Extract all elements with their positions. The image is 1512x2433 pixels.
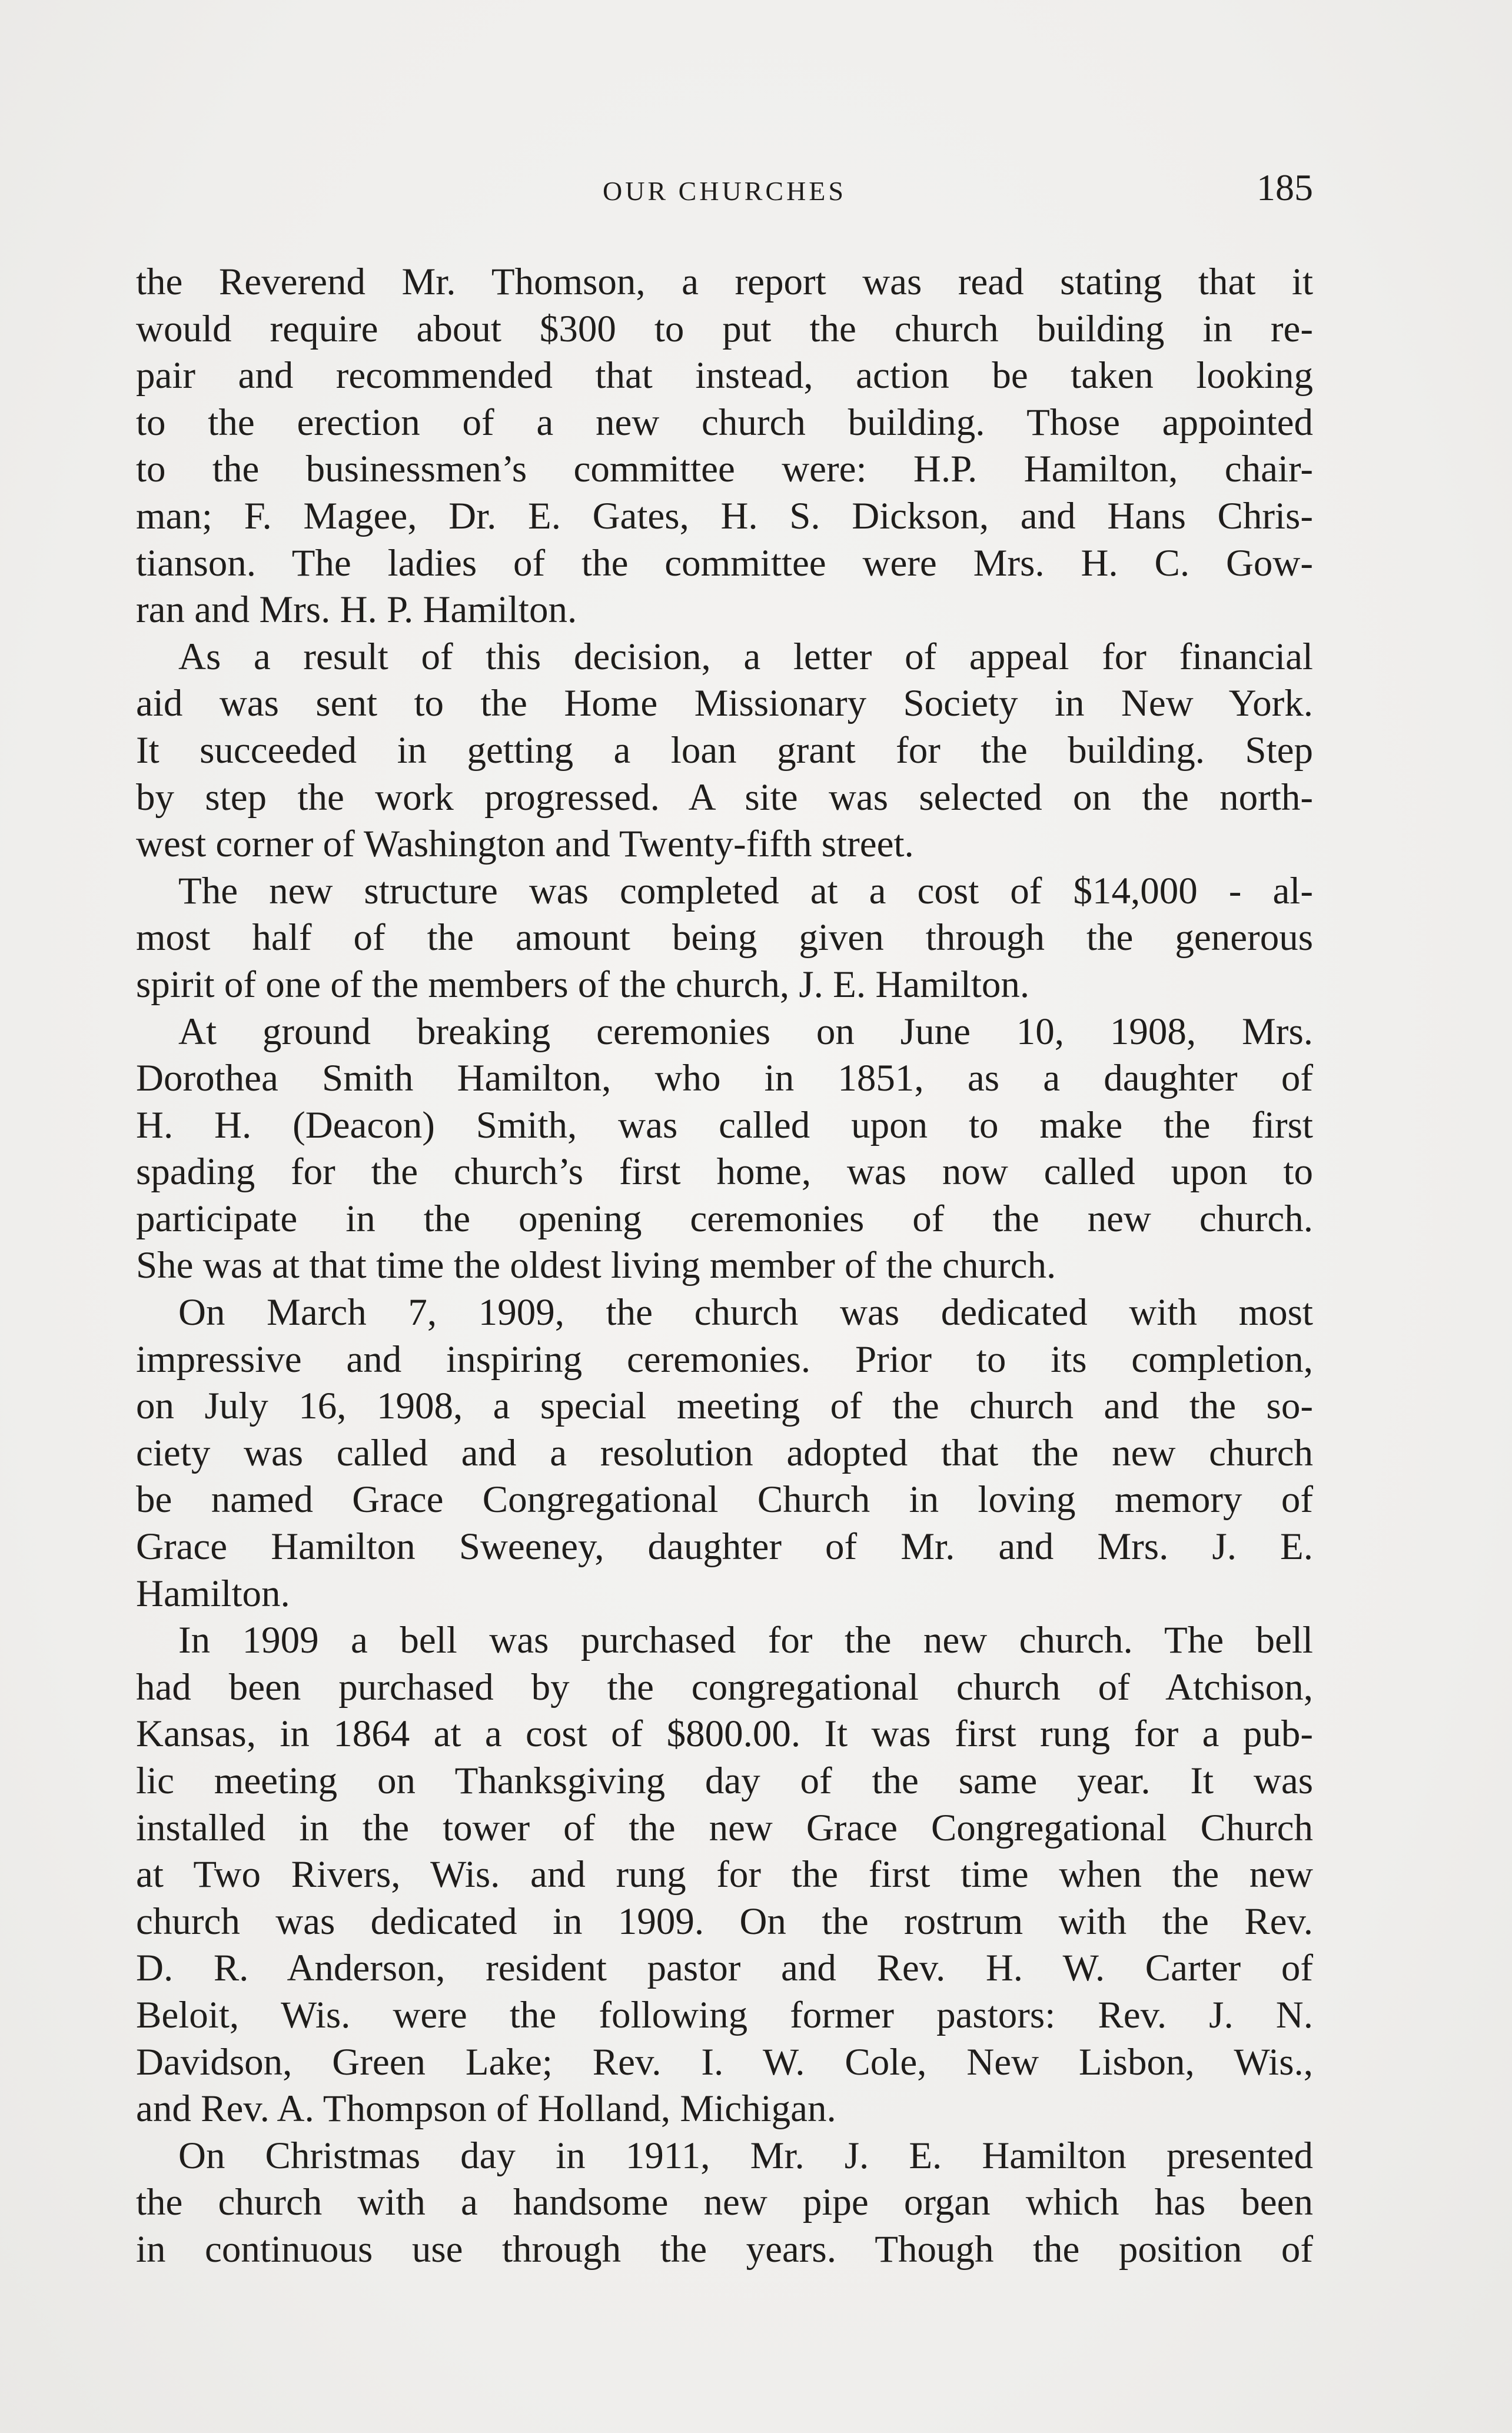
text-line: spirit of one of the members of the church, J. E. Hamilton. xyxy=(136,963,1030,1006)
text-line: church was dedicated in 1909. On the rostrum with the Rev. xyxy=(136,1900,1313,1943)
text-line: Davidson, Green Lake; Rev. I. W. Cole, New Lisbon, Wis., xyxy=(136,2040,1313,2083)
text-line: At ground breaking ceremonies on June 10, 1908, Mrs. xyxy=(178,1010,1313,1053)
text-line: aid was sent to the Home Missionary Society in New York. xyxy=(136,682,1313,725)
paragraph xyxy=(136,1617,1313,2133)
running-head xyxy=(136,167,1313,215)
text-line: most half of the amount being given through the generous xyxy=(136,916,1313,959)
text-line: be named Grace Congregational Church in loving memory of xyxy=(136,1478,1313,1521)
text-line: Hamilton. xyxy=(136,1572,290,1615)
text-line: by step the work progressed. A site was selected on the north- xyxy=(136,776,1313,819)
text-line: to the businessmen’s committee were: H.P. Hamilton, chair- xyxy=(136,448,1313,491)
text-line: Kansas, in 1864 at a cost of $800.00. It was first rung for a pub- xyxy=(136,1713,1313,1756)
text-line: west corner of Washington and Twenty-fifth street. xyxy=(136,823,914,866)
paragraph xyxy=(136,1289,1313,1617)
text-line: As a result of this decision, a letter of appeal for financial xyxy=(178,635,1313,678)
text-line: at Two Rivers, Wis. and rung for the first time when the new xyxy=(136,1853,1313,1896)
text-line: It succeeded in getting a loan grant for the building. Step xyxy=(136,729,1313,772)
text-line: The new structure was completed at a cost of $14,000 - al- xyxy=(178,869,1313,912)
text-line: the Reverend Mr. Thomson, a report was read stating that it xyxy=(136,261,1313,303)
text-line: installed in the tower of the new Grace Congregational Church xyxy=(136,1806,1313,1849)
text-line: Grace Hamilton Sweeney, daughter of Mr. and Mrs. J. E. xyxy=(136,1525,1313,1568)
text-line: would require about $300 to put the church building in re- xyxy=(136,307,1313,350)
text-line: impressive and inspiring ceremonies. Prior to its completion, xyxy=(136,1338,1313,1381)
paragraph xyxy=(136,1009,1313,1290)
text-line: the church with a handsome new pipe organ which has been xyxy=(136,2181,1313,2224)
text-line: Beloit, Wis. were the following former pastors: Rev. J. N. xyxy=(136,1993,1313,2036)
text-line: Dorothea Smith Hamilton, who in 1851, as a daughter of xyxy=(136,1057,1313,1100)
text-line: participate in the opening ceremonies of the new church. xyxy=(136,1197,1313,1240)
text-line: ran and Mrs. H. P. Hamilton. xyxy=(136,589,577,631)
text-line: In 1909 a bell was purchased for the new church. The bell xyxy=(178,1619,1313,1662)
paragraph xyxy=(136,259,1313,634)
paragraph xyxy=(136,868,1313,1009)
text-line: tianson. The ladies of the committee were Mrs. H. C. Gow- xyxy=(136,541,1313,584)
text-line: and Rev. A. Thompson of Holland, Michigan. xyxy=(136,2088,836,2130)
paragraph xyxy=(136,634,1313,868)
text-line: On Christmas day in 1911, Mr. J. E. Hamilton presented xyxy=(178,2134,1313,2177)
text-line: She was at that time the oldest living member of the church. xyxy=(136,1244,1056,1287)
text-line: pair and recommended that instead, action be taken looking xyxy=(136,354,1313,397)
paragraph xyxy=(136,2133,1313,2274)
text-line: lic meeting on Thanksgiving day of the same year. It was xyxy=(136,1760,1313,1802)
text-line: ciety was called and a resolution adopted that the new church xyxy=(136,1431,1313,1474)
text-line: D. R. Anderson, resident pastor and Rev. H. W. Carter of xyxy=(136,1947,1313,1990)
text-line: On March 7, 1909, the church was dedicated with most xyxy=(178,1291,1313,1334)
text-line: man; F. Magee, Dr. E. Gates, H. S. Dickson, and Hans Chris- xyxy=(136,494,1313,537)
text-line: H. H. (Deacon) Smith, was called upon to make the first xyxy=(136,1104,1313,1146)
body-text xyxy=(136,259,1313,2274)
page-number: 185 xyxy=(1257,167,1313,208)
text-line: to the erection of a new church building. Those appointed xyxy=(136,401,1313,444)
text-line: in continuous use through the years. Though the position of xyxy=(136,2228,1313,2271)
text-line: on July 16, 1908, a special meeting of the church and the so- xyxy=(136,1385,1313,1428)
text-line: had been purchased by the congregational church of Atchison, xyxy=(136,1666,1313,1709)
running-title: OUR CHURCHES xyxy=(602,176,846,206)
text-line: spading for the church’s first home, was now called upon to xyxy=(136,1151,1313,1194)
